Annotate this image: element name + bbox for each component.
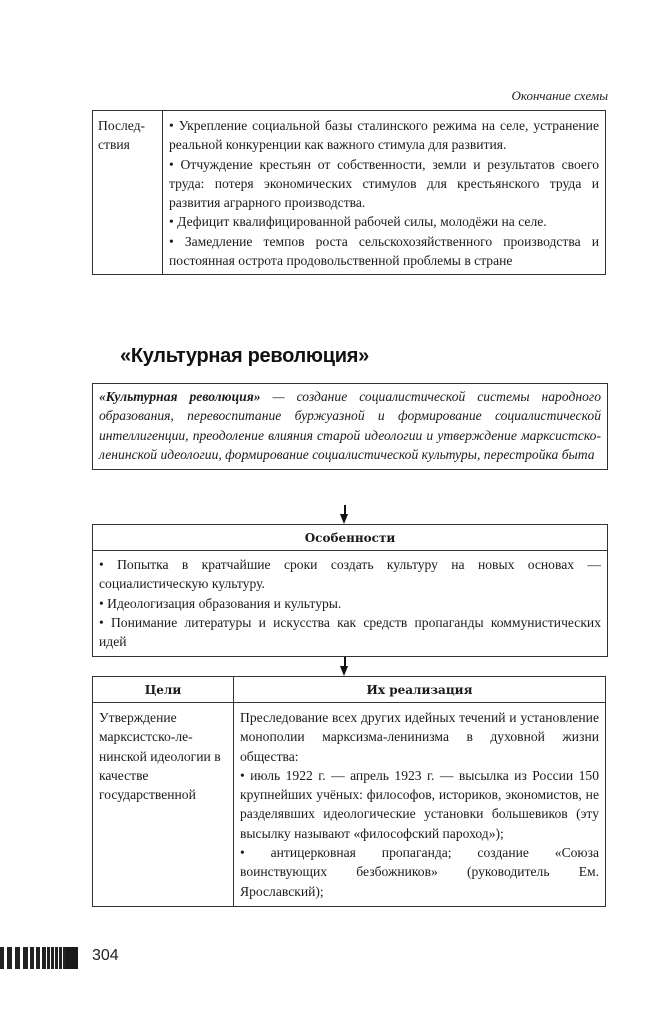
realization-item: Преследование всех других идейных течений и установление монополии марксизма-ленинизма в духовной жизни общества: <box>240 710 599 764</box>
list-item: • Дефицит квалифицированной рабочей силы, молодёжи на селе. <box>169 214 547 230</box>
list-item: • Попытка в кратчайшие сроки создать культуру на новых основах — социалистическую культуру. <box>99 557 601 592</box>
realization-item: • июль 1922 г. — апрель 1923 г. — высылка из России 150 крупнейших учёных: философов, историков, экономистов, не разделявших идеологические установки большевиков (эту высылку называют «философский пароход»); <box>240 767 599 841</box>
page-number: 304 <box>92 947 119 964</box>
page-edge-marker-icon <box>0 947 82 969</box>
table-row <box>93 111 606 275</box>
realization-item: • антицерковная пропаганда; создание «Союза воинствующих безбожников» (руководитель Ем. Ярославский); <box>240 845 599 899</box>
table-row <box>93 703 606 907</box>
list-item: • Укрепление социальной базы сталинского режима на селе, устранение реальной конкуренции как важного стимула для развития. <box>169 118 599 153</box>
definition-term: «Культурная революция» <box>99 389 261 404</box>
list-item: • Понимание литературы и искусства как средств пропаганды коммунистических идей <box>99 614 601 650</box>
features-list <box>93 551 607 656</box>
definition-text: — создание социалистической системы народного образования, перевоспитание буржуазной и формирование социалистической интеллигенции, преодоление влияния старой идеологии и утверждение марксистско-ленинской идеологии, формирование социалистической культуры, перестройка быта <box>99 389 601 462</box>
list-item: • Идеологизация образования и культуры. <box>99 595 342 611</box>
goal-cell: Утверждение марксистско-ленинской идеологии в качестве государственной <box>93 703 234 907</box>
goals-table <box>92 676 606 907</box>
column-header-realization: Их реализация <box>234 677 606 703</box>
realization-cell <box>234 703 606 907</box>
consequences-list <box>163 111 606 275</box>
section-title: «Культурная революция» <box>120 345 369 367</box>
consequences-label <box>93 111 163 275</box>
continuation-label: Окончание схемы <box>511 88 608 103</box>
marker-stripe <box>66 947 78 969</box>
column-header-goals: Цели <box>93 677 234 703</box>
label-line: ствия <box>98 137 130 153</box>
list-item: • Отчуждение крестьян от собственности, земли и результатов своего труда: потеря экономических стимулов для крестьянского труда и развития аграрного производства. <box>169 156 599 211</box>
features-header: Особенности <box>93 525 607 551</box>
consequences-table <box>92 110 606 275</box>
label-line: Послед- <box>98 118 146 133</box>
list-item: • Замедление темпов роста сельскохозяйственного производства и постоянная острота продовольственной проблемы в стране <box>169 233 599 269</box>
definition-box <box>92 383 608 470</box>
features-box <box>92 524 608 657</box>
table-header-row <box>93 677 606 703</box>
